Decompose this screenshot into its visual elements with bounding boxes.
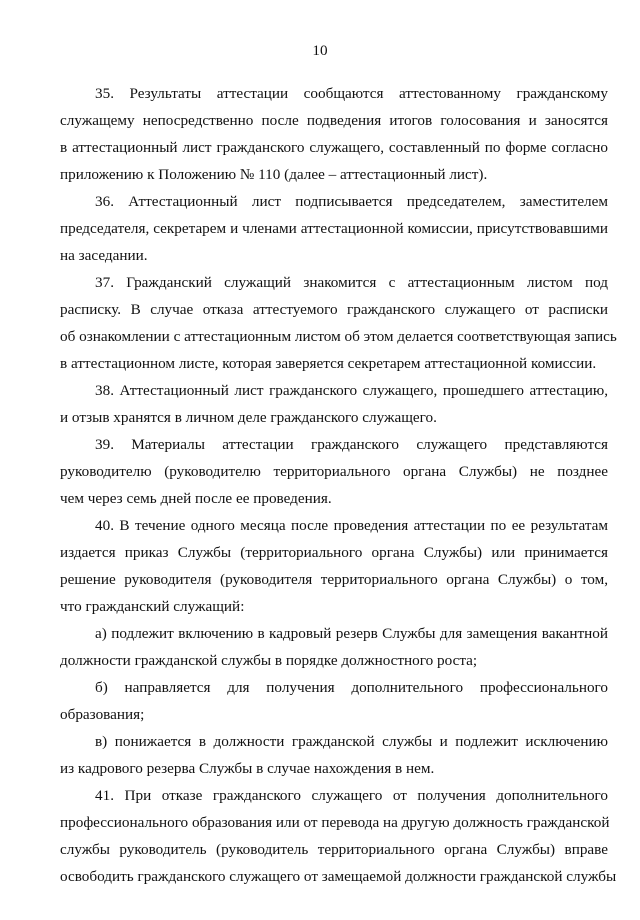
paragraph-line: в аттестационный лист гражданского служащего, составленный по форме согласно [60, 139, 608, 156]
paragraph-line: что гражданский служащий: [60, 598, 245, 615]
paragraph-line: а) подлежит включению в кадровый резерв Службы для замещения вакантной [95, 625, 608, 642]
paragraph-line: 35. Результаты аттестации сообщаются аттестованному гражданскому [95, 85, 608, 102]
paragraph-line: в) понижается в должности гражданской службы и подлежит исключению [95, 733, 608, 750]
paragraph-line: чем через семь дней после ее проведения. [60, 490, 332, 507]
paragraph-line: расписку. В случае отказа аттестуемого гражданского служащего от расписки [60, 301, 608, 318]
paragraph-line: об ознакомлении с аттестационным листом об этом делается соответствующая запись [60, 328, 617, 345]
paragraph-line: должности гражданской службы в порядке должностного роста; [60, 652, 478, 669]
page-number: 10 [312, 42, 328, 59]
paragraph-line: 40. В течение одного месяца после проведения аттестации по ее результатам [95, 517, 608, 534]
paragraph-line: в аттестационном листе, которая заверяется секретарем аттестационной комиссии. [60, 355, 597, 372]
paragraph-line: из кадрового резерва Службы в случае нахождения в нем. [60, 760, 435, 777]
paragraph-line: решение руководителя (руководителя территориального органа Службы) о том, [60, 571, 608, 588]
paragraph-line: профессионального образования или от перевода на другую должность гражданской [60, 814, 610, 831]
paragraph-line: служащему непосредственно после подведения итогов голосования и заносятся [60, 112, 608, 129]
paragraph-line: 39. Материалы аттестации гражданского служащего представляются [95, 436, 608, 453]
paragraph-line: издается приказ Службы (территориального органа Службы) или принимается [60, 544, 608, 561]
paragraph-line: б) направляется для получения дополнительного профессионального [95, 679, 608, 696]
paragraph-line: освободить гражданского служащего от замещаемой должности гражданской службы [60, 868, 617, 885]
paragraph-line: председателя, секретарем и членами аттестационной комиссии, присутствовавшими [60, 220, 608, 237]
paragraph-line: образования; [60, 706, 145, 723]
paragraph-line: 41. При отказе гражданского служащего от получения дополнительного [95, 787, 608, 804]
paragraph-line: 38. Аттестационный лист гражданского служащего, прошедшего аттестацию, [95, 382, 608, 399]
paragraph-line: руководителю (руководителю территориального органа Службы) не позднее [60, 463, 608, 480]
paragraph-line: приложению к Положению № 110 (далее – аттестационный лист). [60, 166, 488, 183]
paragraph-line: 37. Гражданский служащий знакомится с аттестационным листом под [95, 274, 608, 291]
paragraph-line: 36. Аттестационный лист подписывается председателем, заместителем [95, 193, 608, 210]
paragraph-line: службы руководитель (руководитель территориального органа Службы) вправе [60, 841, 608, 858]
paragraph-line: на заседании. [60, 247, 148, 264]
paragraph-line: и отзыв хранятся в личном деле гражданского служащего. [60, 409, 437, 426]
